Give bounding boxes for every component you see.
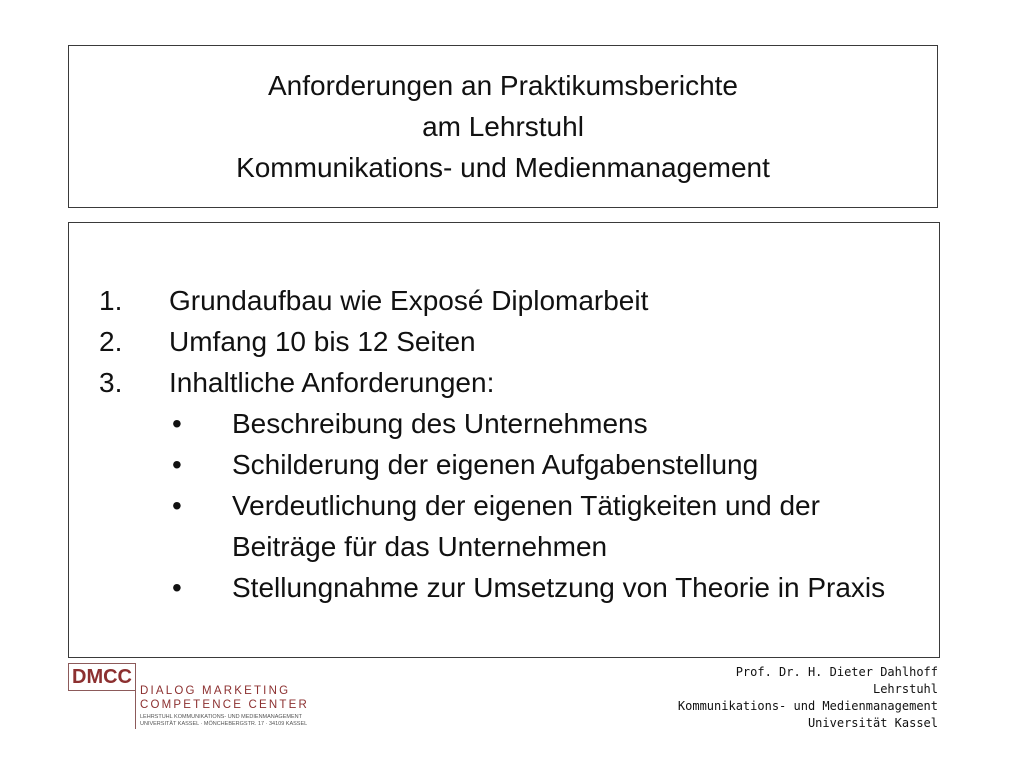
bullet-icon: • [172, 449, 182, 480]
footer-line-3: Kommunikations- und Medienmanagement [677, 699, 938, 713]
list-item-number: 2. [99, 326, 123, 357]
logo-divider [68, 690, 136, 691]
title-line-2: am Lehrstuhl [422, 111, 584, 142]
list-item-text: Inhaltliche Anforderungen: [169, 367, 495, 398]
bullet-text: Stellungnahme zur Umsetzung von Theorie in Praxis [232, 572, 886, 603]
list-item [99, 280, 929, 321]
bullet-item [172, 444, 929, 485]
logo-small-line-1: LEHRSTUHL KOMMUNIKATIONS- UND MEDIENMANAGEMENT [140, 714, 302, 720]
list-item [99, 362, 929, 403]
dmcc-logo [68, 663, 310, 733]
bullet-text: Beschreibung des Unternehmens [232, 408, 648, 439]
content-box [68, 222, 940, 658]
bullet-item [172, 485, 929, 567]
bullet-icon: • [172, 408, 182, 439]
list-item-number: 1. [99, 285, 123, 316]
title-box [68, 45, 938, 208]
requirements-list [99, 280, 929, 608]
logo-line-1: DIALOG MARKETING [140, 685, 291, 697]
list-item [99, 321, 929, 362]
bullet-item [172, 567, 929, 608]
footer-line-4: Universität Kassel [807, 716, 938, 730]
footer-line-2: Lehrstuhl [872, 682, 938, 696]
footer-credits [678, 664, 938, 732]
bullet-text: Schilderung der eigenen Aufgabenstellung [232, 449, 759, 480]
logo-abbreviation: DMCC [68, 663, 136, 691]
title-line-3: Kommunikations- und Medienmanagement [236, 152, 770, 183]
title-line-1: Anforderungen an Praktikumsberichte [267, 70, 739, 101]
list-item-text: Grundaufbau wie Exposé Diplomarbeit [169, 285, 649, 316]
footer-line-1: Prof. Dr. H. Dieter Dahlhoff [735, 665, 938, 679]
bullet-icon: • [172, 490, 182, 521]
bullet-icon: • [172, 572, 182, 603]
list-item-text: Umfang 10 bis 12 Seiten [169, 326, 476, 357]
list-item-number: 3. [99, 367, 123, 398]
logo-divider [135, 663, 136, 729]
bullet-text: Verdeutlichung der eigenen Tätigkeiten und der Beiträge für das Unternehmen [232, 490, 820, 562]
bullet-item [172, 403, 929, 444]
logo-small-line-2: UNIVERSITÄT KASSEL · MÖNCHEBERGSTR. 17 · 34109 KASSEL [140, 721, 308, 727]
logo-line-2: COMPETENCE CENTER [140, 699, 310, 711]
